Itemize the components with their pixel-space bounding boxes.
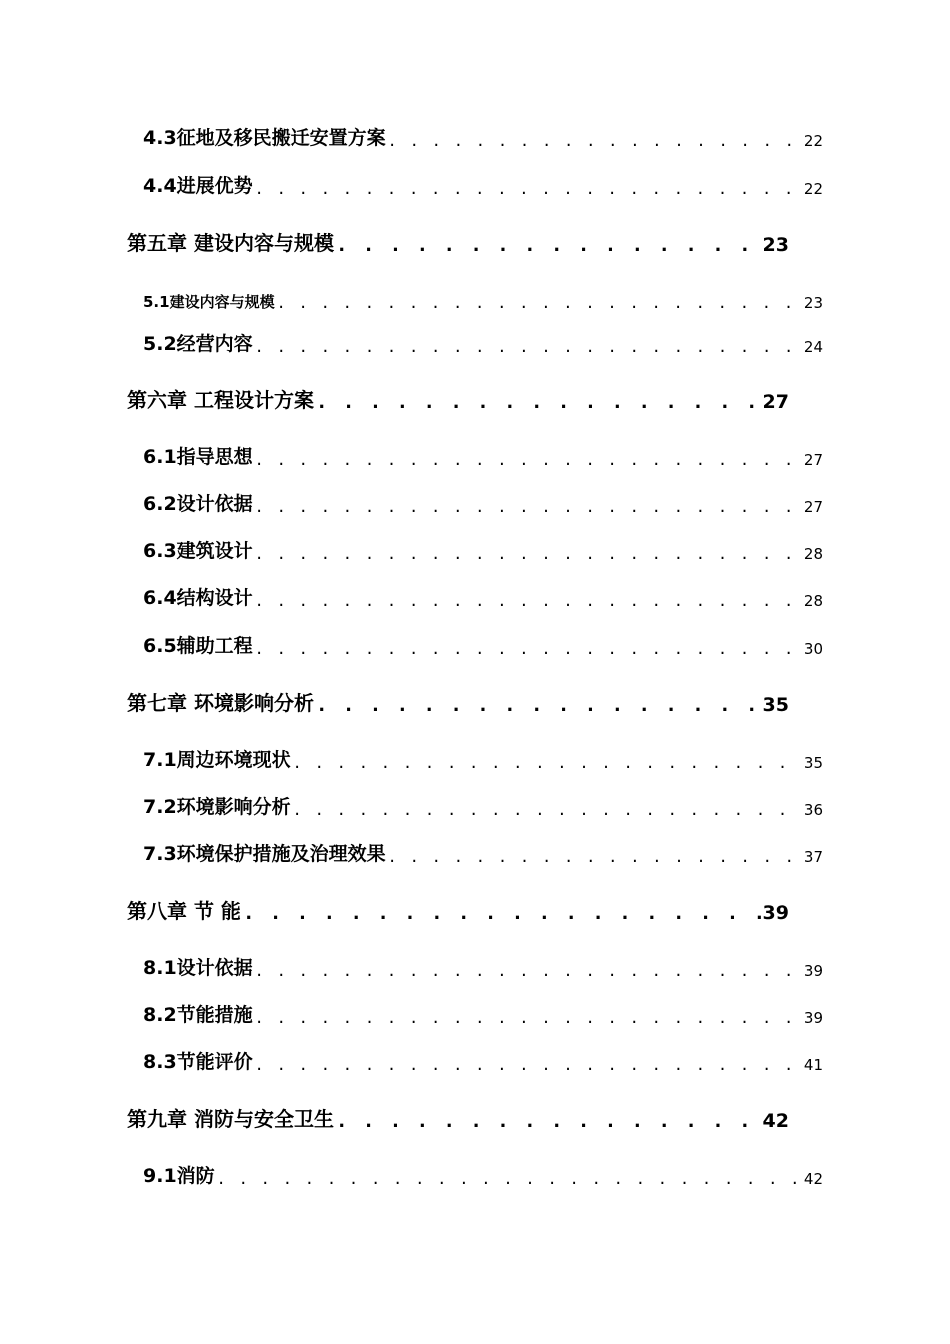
leader-dots [255,1056,802,1074]
leader-dots [255,180,802,198]
toc-entry-label: 第七章 环境影响分析 [127,691,314,715]
toc-entry-page: 27 [803,451,823,469]
toc-entry[interactable] [143,744,823,772]
leader-dots [255,1009,802,1027]
toc-entry[interactable] [143,328,823,356]
leader-dots [316,694,761,716]
toc-entry[interactable] [143,952,823,980]
toc-entry-page: 27 [762,391,789,413]
toc-entry-page: 41 [803,1056,823,1074]
toc-entry-label: 8.2节能措施 [143,1004,253,1026]
toc-entry-label: 7.2环境影响分析 [143,796,291,818]
toc-entry-label: 4.3征地及移民搬迁安置方案 [143,127,386,149]
leader-dots [217,1170,802,1188]
toc-entry[interactable] [143,284,823,312]
toc-entry-label: 第五章 建设内容与规模 [127,231,334,255]
toc-entry[interactable] [143,170,823,198]
toc-chapter-entry[interactable] [127,383,789,413]
toc-entry-page: 39 [803,962,823,980]
toc-entry-page: 24 [803,338,823,356]
toc-entry[interactable] [143,122,823,150]
leader-dots [255,592,802,610]
toc-entry[interactable] [143,441,823,469]
toc-entry-label: 6.3建筑设计 [143,540,253,562]
toc-entry-page: 35 [762,694,789,716]
toc-entry-page: 23 [762,234,789,256]
toc-entry[interactable] [143,630,823,658]
toc-entry-page: 35 [803,754,823,772]
leader-dots [255,545,802,563]
toc-entry-label: 6.2设计依据 [143,493,253,515]
leader-dots [255,498,802,516]
toc-chapter-entry[interactable] [127,226,789,256]
toc-chapter-entry[interactable] [127,686,789,716]
toc-entry-label: 第六章 工程设计方案 [127,388,314,412]
toc-entry-page: 28 [803,592,823,610]
toc-entry-page: 39 [803,1009,823,1027]
leader-dots [336,1110,761,1132]
toc-entry-label: 9.1消防 [143,1165,215,1187]
toc-entry[interactable] [143,1046,823,1074]
toc-chapter-entry[interactable] [127,894,789,924]
toc-entry-label: 7.1周边环境现状 [143,749,291,771]
leader-dots [316,391,761,413]
toc-entry-label: 8.1设计依据 [143,957,253,979]
toc-entry[interactable] [143,999,823,1027]
toc-entry-page: 23 [803,294,823,312]
toc-entry-label: 7.3环境保护措施及治理效果 [143,843,386,865]
leader-dots [255,451,802,469]
toc-entry-label: 4.4进展优势 [143,175,253,197]
toc-chapter-entry[interactable] [127,1102,789,1132]
toc-entry-label: 6.4结构设计 [143,587,253,609]
leader-dots [255,640,802,658]
leader-dots [293,801,802,819]
toc-entry-page: 22 [803,132,823,150]
leader-dots [388,132,802,150]
leader-dots [255,338,802,356]
toc-entry-page: 27 [803,498,823,516]
toc-entry-page: 30 [803,640,823,658]
toc-entry[interactable] [143,488,823,516]
toc-entry-page: 37 [803,848,823,866]
leader-dots [336,234,761,256]
toc-entry-page: 42 [803,1170,823,1188]
toc-entry-page: 42 [762,1110,789,1132]
toc-entry[interactable] [143,791,823,819]
leader-dots [293,754,802,772]
toc-entry-page: 28 [803,545,823,563]
leader-dots [277,294,802,312]
toc-entry-label: 5.2经营内容 [143,333,253,355]
toc-entry-page: 39 [762,902,789,924]
toc-entry-label: 8.3节能评价 [143,1051,253,1073]
toc-entry-page: 36 [803,801,823,819]
toc-entry[interactable] [143,1160,823,1188]
toc-entry[interactable] [143,535,823,563]
toc-entry-label: 5.1建设内容与规模 [143,293,275,311]
toc-entry[interactable] [143,838,823,866]
toc-entry-label: 第八章 节 能 [127,899,241,923]
toc-entry-label: 第九章 消防与安全卫生 [127,1107,334,1131]
leader-dots [255,962,802,980]
leader-dots [388,848,802,866]
toc-entry-label: 6.1指导思想 [143,446,253,468]
toc-entry-page: 22 [803,180,823,198]
toc-entry[interactable] [143,582,823,610]
leader-dots [243,902,761,924]
toc-entry-label: 6.5辅助工程 [143,635,253,657]
